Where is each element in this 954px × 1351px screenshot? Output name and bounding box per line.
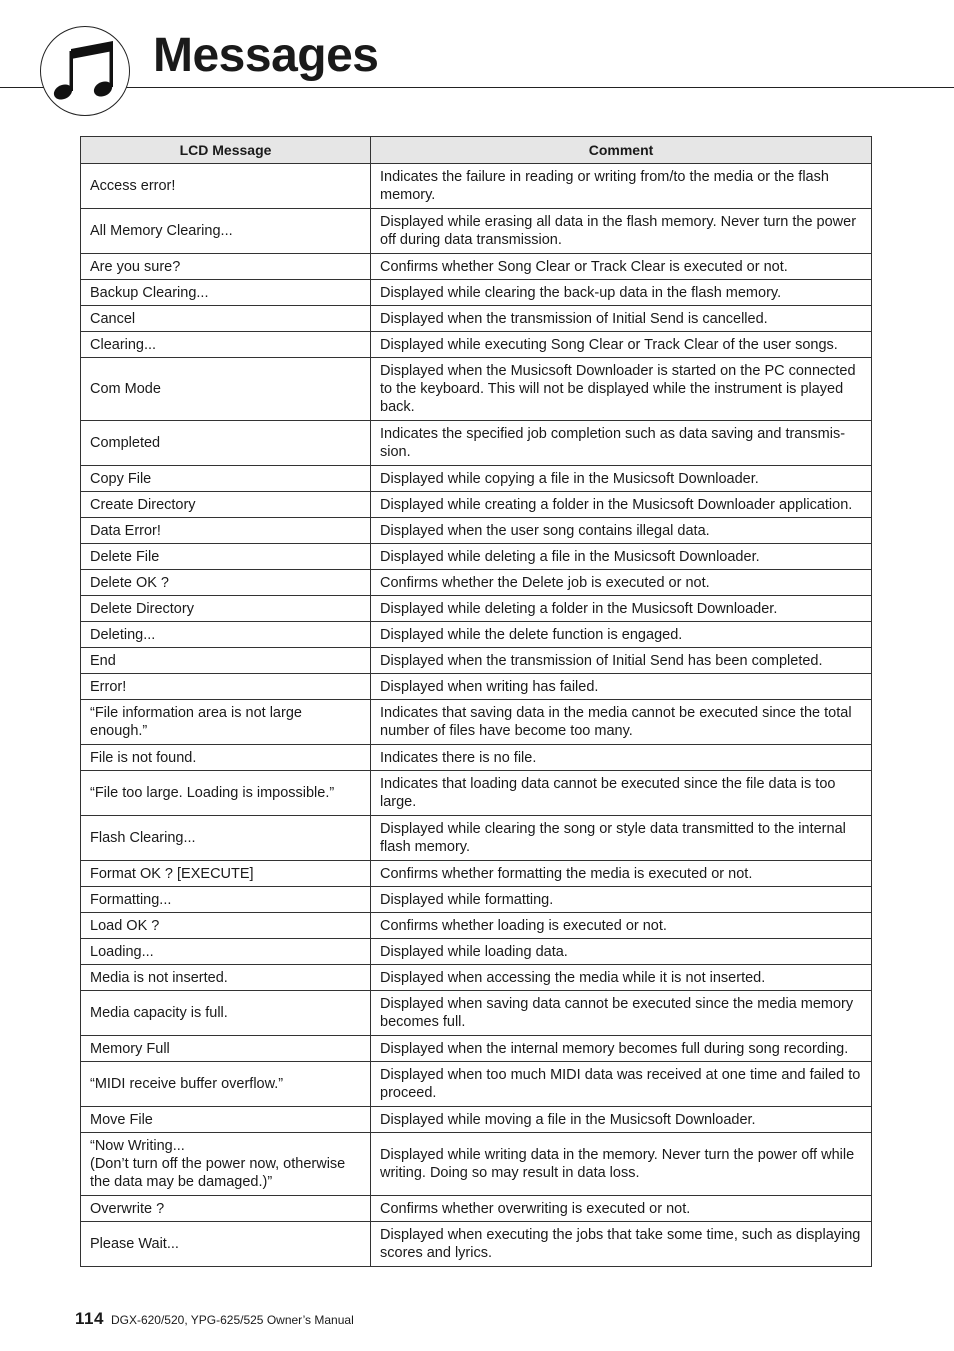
comment-cell: Displayed when saving data cannot be executed since the media memory becomes full. [371,991,872,1036]
lcd-message-cell: Delete OK ? [81,570,371,596]
table-row [81,1062,872,1107]
comment-cell: Displayed while clearing the song or style data transmitted to the internal flash memory. [371,816,872,861]
lcd-message-cell: Overwrite ? [81,1196,371,1222]
lcd-message-cell: Create Directory [81,492,371,518]
table-row [81,745,872,771]
lcd-message-cell: File is not found. [81,745,371,771]
table-row [81,209,872,254]
table-row [81,1222,872,1267]
table-row [81,358,872,421]
header-rule [0,87,954,88]
lcd-message-cell: “File too large. Loading is impossible.” [81,771,371,816]
table-row [81,280,872,306]
lcd-message-cell: Memory Full [81,1036,371,1062]
lcd-message-cell: Media capacity is full. [81,991,371,1036]
comment-cell: Displayed while clearing the back-up data in the flash memory. [371,280,872,306]
lcd-message-cell: End [81,648,371,674]
column-header-lcd-message: LCD Message [81,137,371,164]
lcd-message-cell: Delete Directory [81,596,371,622]
page-number: 114 [75,1309,104,1328]
comment-cell: Confirms whether Song Clear or Track Clear is executed or not. [371,254,872,280]
table-row [81,164,872,209]
comment-cell: Displayed when the user song contains illegal data. [371,518,872,544]
comment-cell: Indicates the specified job completion such as data saving and transmis-sion. [371,421,872,466]
page-footer [75,1309,354,1329]
column-header-comment: Comment [371,137,872,164]
lcd-message-cell: Com Mode [81,358,371,421]
comment-cell: Displayed while the delete function is engaged. [371,622,872,648]
comment-cell: Indicates the failure in reading or writing from/to the media or the flash memory. [371,164,872,209]
table-header-row [81,137,872,164]
table-row [81,518,872,544]
lcd-message-cell: Are you sure? [81,254,371,280]
table-row [81,544,872,570]
table-row [81,596,872,622]
lcd-message-cell: Loading... [81,939,371,965]
lcd-message-cell: Flash Clearing... [81,816,371,861]
comment-cell: Indicates there is no file. [371,745,872,771]
lcd-message-cell: Error! [81,674,371,700]
comment-cell: Displayed when the transmission of Initial Send is cancelled. [371,306,872,332]
comment-cell: Displayed when writing has failed. [371,674,872,700]
lcd-message-cell: Please Wait... [81,1222,371,1267]
lcd-message-cell: Clearing... [81,332,371,358]
lcd-message-cell: Backup Clearing... [81,280,371,306]
table-row [81,1196,872,1222]
table-row [81,939,872,965]
comment-cell: Confirms whether formatting the media is executed or not. [371,861,872,887]
table-row [81,816,872,861]
table-row [81,913,872,939]
messages-table [80,136,872,1267]
lcd-message-cell: Move File [81,1107,371,1133]
lcd-message-cell: Deleting... [81,622,371,648]
comment-cell: Indicates that loading data cannot be executed since the file data is too large. [371,771,872,816]
music-note-icon [41,27,129,115]
table-row [81,306,872,332]
lcd-message-cell: Format OK ? [EXECUTE] [81,861,371,887]
table-row [81,861,872,887]
lcd-message-cell: Cancel [81,306,371,332]
lcd-message-cell: Formatting... [81,887,371,913]
comment-cell: Displayed while formatting. [371,887,872,913]
music-note-badge [40,26,130,116]
comment-cell: Displayed when the transmission of Initial Send has been completed. [371,648,872,674]
lcd-message-cell: Load OK ? [81,913,371,939]
table-row [81,887,872,913]
comment-cell: Displayed while deleting a file in the Musicsoft Downloader. [371,544,872,570]
comment-cell: Displayed when too much MIDI data was received at one time and failed to proceed. [371,1062,872,1107]
comment-cell: Displayed while loading data. [371,939,872,965]
lcd-message-cell: Completed [81,421,371,466]
table-row [81,1107,872,1133]
table-row [81,648,872,674]
lcd-message-cell: “MIDI receive buffer overflow.” [81,1062,371,1107]
comment-cell: Indicates that saving data in the media cannot be executed since the total number of files have become too many. [371,700,872,745]
manual-title: DGX-620/520, YPG-625/525 Owner’s Manual [110,1313,354,1327]
table-row [81,1133,872,1196]
table-row [81,570,872,596]
table-row [81,492,872,518]
table-row [81,332,872,358]
comment-cell: Displayed while erasing all data in the flash memory. Never turn the power off during data transmission. [371,209,872,254]
table-row [81,965,872,991]
table-row [81,771,872,816]
comment-cell: Displayed while moving a file in the Musicsoft Downloader. [371,1107,872,1133]
comment-cell: Confirms whether the Delete job is executed or not. [371,570,872,596]
lcd-message-cell: Data Error! [81,518,371,544]
table-row [81,254,872,280]
lcd-message-cell: “Now Writing... (Don’t turn off the power now, otherwise the data may be damaged.)” [81,1133,371,1196]
comment-cell: Confirms whether loading is executed or not. [371,913,872,939]
lcd-message-cell: Delete File [81,544,371,570]
comment-cell: Displayed while writing data in the memory. Never turn the power off while writing. Doing so may result in data loss. [371,1133,872,1196]
table-row [81,700,872,745]
comment-cell: Displayed when accessing the media while it is not inserted. [371,965,872,991]
table-row [81,466,872,492]
table-row [81,421,872,466]
comment-cell: Displayed while creating a folder in the Musicsoft Downloader application. [371,492,872,518]
table-row [81,1036,872,1062]
comment-cell: Displayed while executing Song Clear or Track Clear of the user songs. [371,332,872,358]
lcd-message-cell: Access error! [81,164,371,209]
comment-cell: Displayed when the Musicsoft Downloader is started on the PC connected to the keyboard. This will not be displayed while the instrument is played back. [371,358,872,421]
table-row [81,674,872,700]
comment-cell: Displayed while copying a file in the Musicsoft Downloader. [371,466,872,492]
lcd-message-cell: Media is not inserted. [81,965,371,991]
lcd-message-cell: Copy File [81,466,371,492]
page-title: Messages [153,29,379,82]
lcd-message-cell: All Memory Clearing... [81,209,371,254]
table-row [81,991,872,1036]
comment-cell: Displayed when executing the jobs that take some time, such as displaying scores and lyrics. [371,1222,872,1267]
comment-cell: Displayed when the internal memory becomes full during song recording. [371,1036,872,1062]
comment-cell: Displayed while deleting a folder in the Musicsoft Downloader. [371,596,872,622]
lcd-message-cell: “File information area is not large enough.” [81,700,371,745]
table-row [81,622,872,648]
comment-cell: Confirms whether overwriting is executed or not. [371,1196,872,1222]
